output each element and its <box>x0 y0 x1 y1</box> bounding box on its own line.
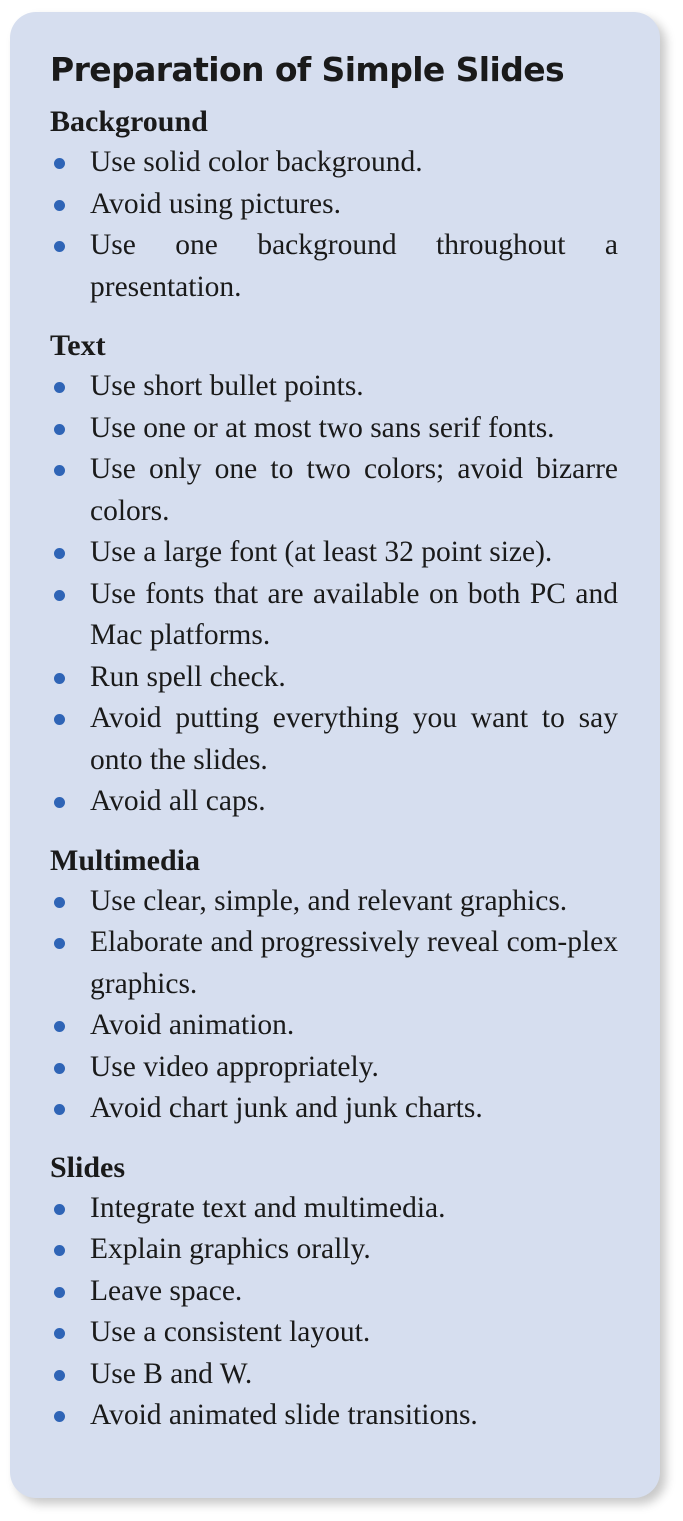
list-item: Avoid chart junk and junk charts. <box>50 1088 618 1130</box>
list-item: Use only one to two colors; avoid bizarre colors. <box>50 449 618 532</box>
list-item: Integrate text and multimedia. <box>50 1188 618 1230</box>
bullet-dot-icon <box>54 797 65 808</box>
bullet-dot-icon <box>54 1245 65 1256</box>
bullet-dot-icon <box>54 548 65 559</box>
list-item: Explain graphics orally. <box>50 1229 618 1271</box>
bullet-list <box>50 1188 618 1437</box>
bullet-dot-icon <box>54 1021 65 1032</box>
bullet-dot-icon <box>54 1370 65 1381</box>
section-heading: Background <box>50 105 208 138</box>
bullet-dot-icon <box>54 897 65 908</box>
list-item: Leave space. <box>50 1271 618 1313</box>
info-card <box>10 12 660 1498</box>
list-item: Use one or at most two sans serif fonts. <box>50 408 618 450</box>
bullet-dot-icon <box>54 1104 65 1115</box>
list-item: Use a consistent layout. <box>50 1312 618 1354</box>
list-item: Use fonts that are available on both PC and Mac platforms. <box>50 574 618 657</box>
bullet-dot-icon <box>54 1287 65 1298</box>
list-item: Avoid putting everything you want to say onto the slides. <box>50 698 618 781</box>
list-item: Elaborate and progressively reveal com-plex graphics. <box>50 922 618 1005</box>
bullet-dot-icon <box>54 673 65 684</box>
bullet-dot-icon <box>54 424 65 435</box>
bullet-dot-icon <box>54 241 65 252</box>
section-text <box>50 326 618 823</box>
bullet-dot-icon <box>54 1204 65 1215</box>
list-item: Use one background throughout a presentation. <box>50 225 618 308</box>
bullet-list <box>50 366 618 823</box>
list-item: Avoid using pictures. <box>50 184 618 226</box>
bullet-dot-icon <box>54 938 65 949</box>
bullet-dot-icon <box>54 465 65 476</box>
bullet-list <box>50 881 618 1130</box>
section-background <box>50 102 618 308</box>
bullet-list <box>50 142 618 308</box>
list-item: Use video appropriately. <box>50 1047 618 1089</box>
list-item: Avoid animation. <box>50 1005 618 1047</box>
list-item: Avoid all caps. <box>50 781 618 823</box>
section-heading: Text <box>50 329 106 362</box>
section-multimedia <box>50 841 618 1130</box>
bullet-dot-icon <box>54 1411 65 1422</box>
bullet-dot-icon <box>54 1328 65 1339</box>
bullet-dot-icon <box>54 158 65 169</box>
section-heading: Multimedia <box>50 843 200 877</box>
list-item: Use B and W. <box>50 1354 618 1396</box>
section-heading: Slides <box>50 1150 126 1184</box>
bullet-dot-icon <box>54 382 65 393</box>
list-item: Use clear, simple, and relevant graphics. <box>50 881 618 923</box>
bullet-dot-icon <box>54 714 65 725</box>
list-item: Use short bullet points. <box>50 366 618 408</box>
list-item: Run spell check. <box>50 657 618 699</box>
bullet-dot-icon <box>54 1063 65 1074</box>
list-item: Avoid animated slide transitions. <box>50 1395 618 1437</box>
card-title: Preparation of Simple Slides <box>50 50 565 89</box>
list-item: Use a large font (at least 32 point size). <box>50 532 618 574</box>
section-slides <box>50 1148 618 1437</box>
list-item: Use solid color background. <box>50 142 618 184</box>
bullet-dot-icon <box>54 590 65 601</box>
bullet-dot-icon <box>54 200 65 211</box>
